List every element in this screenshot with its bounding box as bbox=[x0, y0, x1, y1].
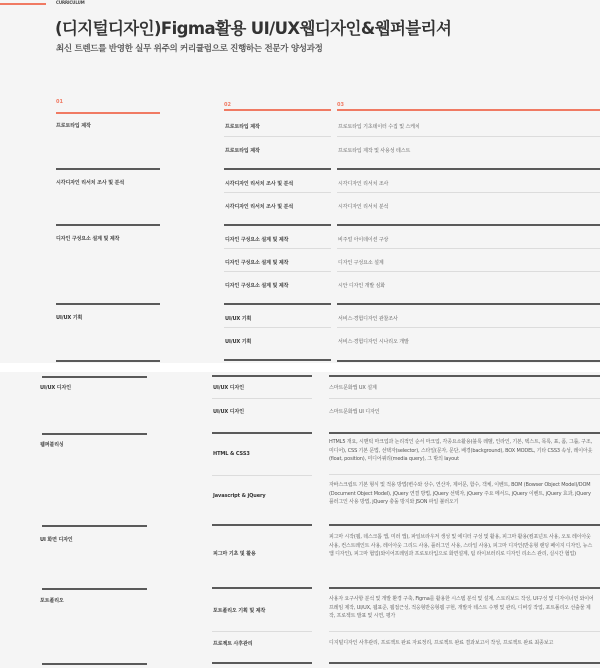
group-divider bbox=[337, 303, 600, 305]
group-divider bbox=[42, 588, 147, 590]
column-1-accent-line bbox=[56, 112, 160, 114]
category-label: 포트폴리오 bbox=[40, 598, 64, 604]
row-divider bbox=[224, 271, 331, 272]
group-divider bbox=[42, 663, 147, 665]
group-divider bbox=[56, 303, 160, 305]
row-divider bbox=[337, 271, 600, 272]
row-divider bbox=[337, 136, 600, 137]
group-divider bbox=[212, 662, 312, 664]
detail-label: 시각디자인 리서치 조사 bbox=[338, 181, 389, 187]
detail-label: 서비스·경험디자인 관찰조사 bbox=[338, 316, 398, 322]
image-seam bbox=[0, 363, 600, 372]
page-title: (디지털디자인)Figma활용 UI/UX웹디자인&웹퍼블리셔 bbox=[55, 19, 452, 38]
category-label: UI/UX 디자인 bbox=[40, 385, 71, 391]
section-eyebrow: CURRICULUM bbox=[56, 0, 85, 5]
category-label: 웹퍼블리싱 bbox=[40, 442, 64, 448]
detail-paragraph: 자바스크립트 기본 형식 및 적용 방법(변수와 상수, 연산자, 제어문, 함수, 객체, 이벤트, BOM (Bowser Object Model)/DOM (Document Object Model), jQuery 연결 방법, jQuery 선택자, jQuery 주요 메서드, jQuery 이벤트, jQuery 효과, jQuery 플러그인 사용 방법, jQuery 충돌 방지와 JSON 파일 불러오기 bbox=[329, 482, 591, 505]
page-subtitle: 최신 트렌드를 반영한 실무 위주의 커리큘럼으로 진행하는 전문가 양성과정 bbox=[56, 44, 323, 54]
category-label: 디자인 구성요소 설계 및 제작 bbox=[56, 236, 120, 242]
group-divider bbox=[337, 168, 600, 170]
subject-label: UI/UX 디자인 bbox=[213, 409, 244, 415]
subject-label: 디자인 구성요소 설계 및 제작 bbox=[225, 237, 289, 243]
group-divider bbox=[56, 360, 160, 362]
group-divider bbox=[329, 432, 600, 434]
subject-label: 포트폴리오 기획 및 제작 bbox=[213, 608, 266, 614]
group-divider bbox=[42, 433, 147, 435]
group-divider bbox=[337, 360, 600, 362]
detail-label: 스마트문화앱 UI 디자인 bbox=[329, 409, 380, 415]
detail-paragraph: 피그마 시작(웹, 데스크톱 앱, 미러 앱), 파일브라우저 생성 및 에디터 구성 및 활용, 피그마 활용(컴포넌트 사용, 오토 레이아웃 사용, 컨스트레인트 사용, 레이아웃 그리드 사용, 플러그인 사용, 스타일 사용), 피그마 디자인(반응형 랜딩 페이지 디자인, 뉴스 앱 디자인), 피그마 협업(와이어프레임과 프로토타입으로 화면설계, 팀 라이브러리로 디자인 리소스 관리, 실시간 협업) bbox=[329, 534, 593, 557]
detail-label: 스마트문화앱 UX 설계 bbox=[329, 385, 377, 391]
group-divider bbox=[224, 168, 331, 170]
detail-label: 디지털디자인 사후관리, 프로젝트 완료 자료정리, 프로젝트 완료 결과보고서 작성, 프로젝트 완료 최종보고 bbox=[329, 640, 554, 646]
row-divider bbox=[224, 192, 331, 193]
column-number-2: 02 bbox=[224, 102, 231, 108]
group-divider bbox=[329, 662, 600, 664]
detail-paragraph: 사용자 요구사항 분석 및 개발 환경 구축, Figma를 활용한 시스템 분석 및 설계, 스토리보드 작성, UI구성 및 디자이너먼 와이어프레임 제작, UI/UX, 웹표준, 웹접근성, 적응형반응형웹 구현, 개발자 테스트 수행 및 관리, 디버깅 작업, 포트폴리오 선출물 제작, 프로젝트 발표 및 시연, 평가 bbox=[329, 596, 594, 619]
subject-label: 디자인 구성요소 설계 및 제작 bbox=[225, 283, 289, 289]
group-divider bbox=[329, 587, 600, 589]
group-divider bbox=[42, 525, 147, 527]
row-divider bbox=[212, 398, 312, 399]
group-divider bbox=[212, 375, 312, 377]
subject-label: Javascript & jQuery bbox=[213, 493, 266, 499]
row-divider bbox=[212, 631, 312, 632]
subject-label: 시각디자인 리서치 조사 및 분석 bbox=[225, 204, 294, 210]
group-divider bbox=[56, 224, 160, 226]
column-number-1: 01 bbox=[56, 99, 63, 105]
group-divider bbox=[56, 168, 160, 170]
detail-label: 디자인 구성요소 설계 bbox=[338, 260, 384, 266]
detail-label: 시각디자인 리서치 분석 bbox=[338, 204, 389, 210]
subject-label: 프로토타입 제작 bbox=[225, 148, 260, 154]
subject-label: 피그마 기초 및 활용 bbox=[213, 551, 256, 557]
subject-label: UI/UX 기획 bbox=[225, 316, 252, 322]
row-divider bbox=[224, 327, 331, 328]
row-divider bbox=[329, 631, 600, 632]
category-label: UI/UX 기획 bbox=[56, 315, 83, 321]
subject-label: UI/UX 디자인 bbox=[213, 385, 244, 391]
group-divider bbox=[224, 303, 331, 305]
group-divider bbox=[42, 376, 147, 378]
group-divider bbox=[212, 524, 312, 526]
group-divider bbox=[337, 224, 600, 226]
detail-label: 비주얼 아이데이션 구상 bbox=[338, 237, 389, 243]
detail-label: 프로토타입 기초데이터 수집 및 스케치 bbox=[338, 124, 420, 130]
detail-label: 서비스·경험디자인 시나리오 개발 bbox=[338, 339, 409, 345]
category-label: 프로토타입 제작 bbox=[56, 123, 91, 129]
detail-label: 프로토타입 제작 및 사용성 테스트 bbox=[338, 148, 411, 154]
subject-label: UI/UX 기획 bbox=[225, 339, 252, 345]
group-divider bbox=[212, 587, 312, 589]
column-2-accent-line bbox=[224, 109, 331, 111]
group-divider bbox=[224, 224, 331, 226]
row-divider bbox=[337, 327, 600, 328]
category-label: 시각디자인 리서치 조사 및 분석 bbox=[56, 180, 125, 186]
row-divider bbox=[224, 136, 331, 137]
group-divider bbox=[329, 524, 600, 526]
detail-label: 시안 디자인 개발 심화 bbox=[338, 283, 386, 289]
subject-label: 프로토타입 제작 bbox=[225, 124, 260, 130]
subject-label: 프로젝트 사후관리 bbox=[213, 641, 253, 647]
group-divider bbox=[212, 432, 312, 434]
group-divider bbox=[224, 359, 331, 361]
subject-label: HTML & CSS3 bbox=[213, 451, 250, 457]
row-divider bbox=[337, 192, 600, 193]
row-divider bbox=[337, 248, 600, 249]
detail-paragraph: HTML5 개요, 시맨틱 마크업과 논리적인 순서 마크업, 각종요소활용(블록 레벨, 인라인, 기본, 텍스트, 목록, 표, 폼, 그룹, 구조, 미디어), CSS 기본 문법, 선택자(selector), 스타일(문자, 문단, 배경(background), BOX MODEL, 기타 CSS3 속성, 레이아웃(float, position), 미디어쿼리(media query), 그 밖의 layout bbox=[329, 439, 593, 462]
group-divider bbox=[329, 375, 600, 377]
row-divider bbox=[329, 474, 600, 475]
subject-label: 시각디자인 리서치 조사 및 분석 bbox=[225, 181, 294, 187]
subject-label: 디자인 구성요소 설계 및 제작 bbox=[225, 260, 289, 266]
column-3-accent-line bbox=[337, 109, 600, 111]
column-number-3: 03 bbox=[337, 102, 344, 108]
category-label: UI 화면 디자인 bbox=[40, 537, 73, 543]
row-divider bbox=[212, 475, 312, 476]
curriculum-bottom-section bbox=[0, 372, 600, 668]
row-divider bbox=[329, 398, 600, 399]
row-divider bbox=[224, 248, 331, 249]
